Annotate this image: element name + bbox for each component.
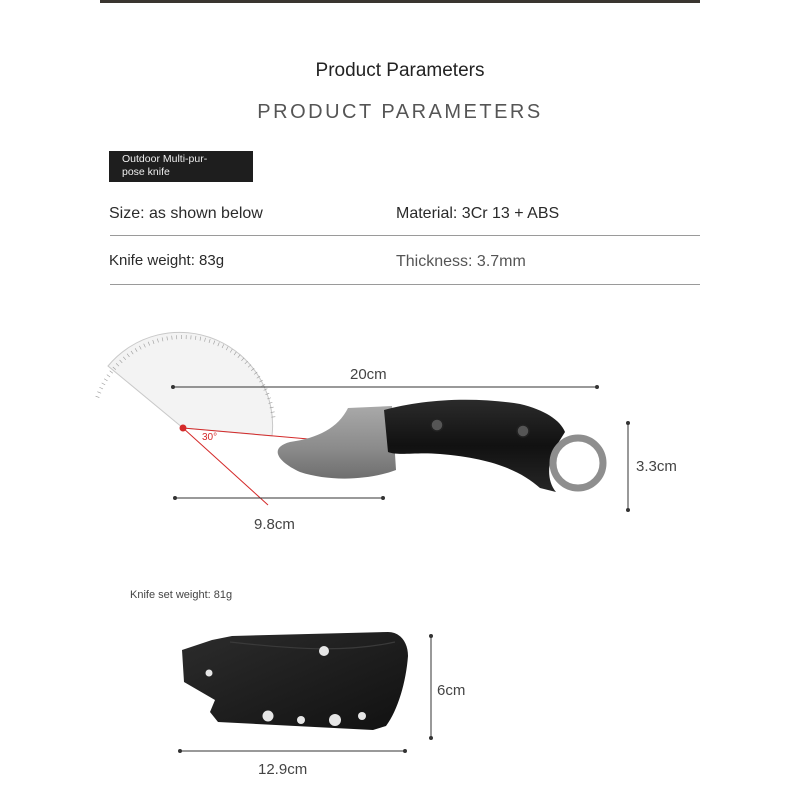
sheath-hole-3	[263, 711, 274, 722]
param-material: Material: 3Cr 13 + ABS	[396, 205, 560, 222]
sheath-length-end-left	[178, 749, 182, 753]
protractor-tick	[104, 379, 107, 381]
sheath-weight-label: Knife set weight: 81g	[130, 589, 233, 601]
protractor-tick	[96, 396, 100, 397]
knife-blade	[278, 406, 396, 479]
page-title: Product Parameters	[315, 60, 485, 81]
sheath-length-label: 12.9cm	[258, 761, 308, 778]
page-subtitle: PRODUCT PARAMETERS	[257, 101, 543, 123]
blade-length-label: 9.8cm	[254, 516, 295, 533]
height-dimension-end-top	[626, 421, 630, 425]
protractor-tick	[99, 387, 103, 389]
sheath-height-end-top	[429, 634, 433, 638]
param-size: Size: as shown below	[109, 205, 263, 222]
angle-ray-diagonal	[183, 428, 268, 505]
sheath-height-end-bottom	[429, 736, 433, 740]
knife-handle	[384, 400, 565, 492]
blade-dimension-end-left	[173, 496, 177, 500]
knife-height-label: 3.3cm	[636, 458, 677, 475]
length-dimension-end-left	[171, 385, 175, 389]
sheath-illustration	[182, 632, 408, 730]
sheath-hole-5	[329, 714, 341, 726]
protractor	[96, 332, 276, 436]
param-knife-weight: Knife weight: 83g	[109, 252, 225, 269]
sheath-body	[182, 632, 408, 730]
knife-illustration	[278, 400, 603, 492]
angle-label: 30°	[202, 432, 218, 443]
protractor-tick	[110, 371, 113, 373]
sheath-hole-6	[358, 712, 366, 720]
sheath-hole-1	[319, 646, 329, 656]
sheath-height-label: 6cm	[437, 682, 466, 699]
protractor-tick	[107, 375, 110, 377]
length-dimension-end-right	[595, 385, 599, 389]
handle-screw-2	[517, 425, 529, 437]
sheath-hole-4	[297, 716, 305, 724]
protractor-tick	[102, 383, 105, 385]
finger-ring	[553, 438, 603, 488]
product-tag-line-1: Outdoor Multi-pur-	[122, 153, 208, 165]
sheath-hole-2	[206, 670, 213, 677]
product-tag-line-2: pose knife	[122, 166, 170, 178]
handle-screw-1	[431, 419, 443, 431]
blade-dimension-end-right	[381, 496, 385, 500]
param-thickness: Thickness: 3.7mm	[396, 253, 526, 270]
knife-length-label: 20cm	[350, 366, 387, 383]
height-dimension-end-bottom	[626, 508, 630, 512]
protractor-tick	[97, 392, 101, 394]
sheath-length-end-right	[403, 749, 407, 753]
angle-vertex-dot	[180, 425, 187, 432]
